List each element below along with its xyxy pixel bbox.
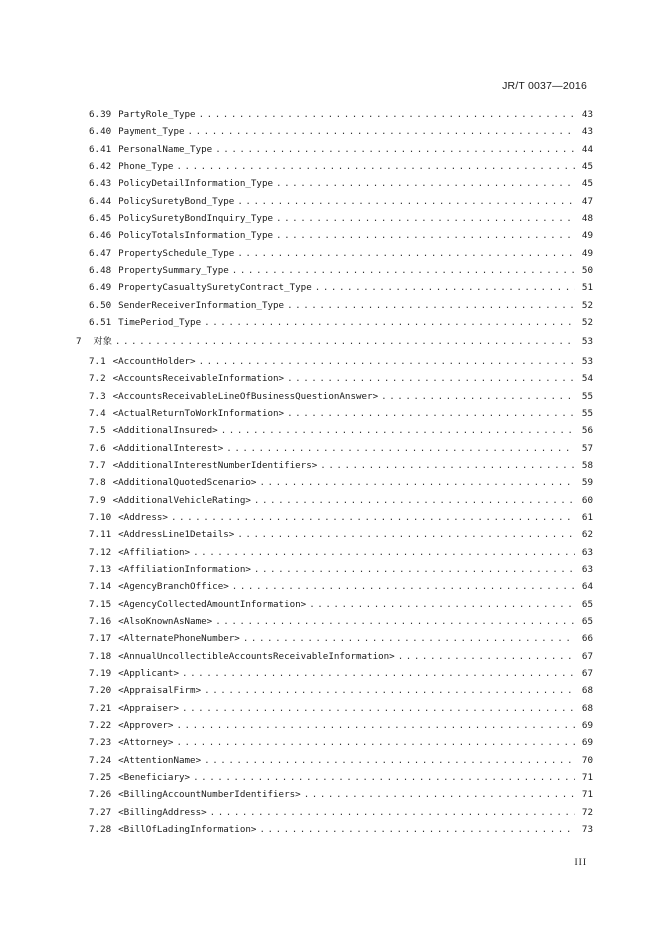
toc-entry[interactable]	[76, 786, 593, 803]
toc-entry-number: 6.41	[89, 143, 112, 155]
toc-entry[interactable]	[76, 769, 593, 786]
toc-entry-title: <AlsoKnownAsName>	[118, 615, 213, 627]
toc-leader-dots	[259, 474, 575, 491]
toc-entry-page: 58	[581, 459, 593, 471]
toc-entry-page: 59	[581, 477, 593, 489]
toc-entry[interactable]	[76, 193, 593, 210]
toc-entry-title: <BillingAddress>	[118, 806, 207, 818]
toc-entry[interactable]	[76, 440, 593, 457]
toc-entry-number: 7.28	[89, 824, 112, 836]
toc-leader-dots	[210, 804, 575, 821]
toc-entry-number: 7.17	[89, 633, 112, 645]
toc-entry-page: 69	[581, 737, 593, 749]
toc-entry[interactable]	[76, 700, 593, 717]
toc-leader-dots	[199, 353, 575, 370]
toc-entry-page: 55	[581, 407, 593, 419]
toc-leader-dots	[232, 262, 575, 279]
toc-entry-page: 50	[581, 265, 593, 277]
toc-entry-page: 66	[581, 633, 593, 645]
toc-leader-dots	[199, 106, 575, 123]
toc-entry-page: 52	[581, 317, 593, 329]
toc-entry-title: <AdditionalQuotedScenario>	[112, 477, 257, 489]
toc-entry-number: 6.49	[89, 282, 112, 294]
toc-entry-title: <AnnualUncollectibleAccountsReceivableInformation>	[118, 650, 395, 662]
toc-leader-dots	[193, 769, 575, 786]
toc-entry-title: <Applicant>	[118, 668, 179, 679]
toc-entry[interactable]	[76, 648, 593, 665]
toc-leader-dots	[381, 388, 575, 405]
toc-entry-number: 7.4	[89, 407, 106, 419]
toc-entry-number: 7.6	[89, 442, 106, 454]
toc-entry-number: 6.46	[89, 230, 112, 242]
toc-leader-dots	[171, 509, 575, 526]
toc-entry[interactable]	[76, 596, 593, 613]
toc-entry[interactable]	[76, 734, 593, 751]
toc-chapter-entry[interactable]	[76, 333, 593, 350]
toc-entry-number: 7.2	[89, 373, 106, 385]
toc-entry[interactable]	[76, 353, 593, 370]
toc-leader-dots	[287, 297, 575, 314]
toc-entry-title: <Approver>	[118, 720, 174, 732]
toc-leader-dots	[115, 333, 575, 350]
toc-entry[interactable]	[76, 227, 593, 244]
toc-leader-dots	[304, 786, 575, 803]
toc-entry-title: <AgencyBranchOffice>	[118, 581, 229, 593]
toc-entry-page: 44	[581, 143, 593, 155]
toc-entry-number: 6.44	[89, 195, 112, 207]
toc-entry-number: 7.1	[89, 355, 106, 367]
toc-leader-dots	[182, 665, 575, 682]
toc-leader-dots	[237, 526, 575, 543]
toc-entry-number: 7.21	[89, 702, 112, 714]
toc-entry-page: 54	[581, 373, 593, 385]
toc-leader-dots	[232, 578, 575, 595]
toc-leader-dots	[215, 613, 575, 630]
toc-leader-dots	[254, 561, 575, 578]
toc-entry-title: <BillOfLadingInformation>	[118, 824, 257, 836]
toc-entry-title: <ActualReturnToWorkInformation>	[112, 407, 285, 419]
toc-entry-page: 49	[581, 247, 593, 259]
toc-entry-page: 51	[581, 282, 593, 294]
toc-entry[interactable]	[76, 492, 593, 509]
toc-leader-dots	[276, 227, 575, 244]
toc-entry[interactable]	[76, 630, 593, 647]
toc-entry-title: PolicySuretyBond_Type	[118, 195, 235, 207]
toc-leader-dots	[204, 752, 575, 769]
toc-leader-dots	[309, 596, 575, 613]
toc-leader-dots	[176, 717, 575, 734]
toc-entry[interactable]	[76, 804, 593, 821]
toc-entry-page: 53	[581, 355, 593, 367]
toc-entry-title: <AccountHolder>	[112, 355, 196, 367]
toc-entry-number: 7.8	[89, 477, 106, 489]
toc-leader-dots	[276, 175, 575, 192]
toc-entry-title: PolicyDetailInformation_Type	[118, 178, 274, 190]
toc-entry-title: <AdditionalVehicleRating>	[112, 494, 251, 506]
toc-entry-title: SenderReceiverInformation_Type	[118, 299, 285, 311]
toc-entry-title: Phone_Type	[118, 161, 174, 173]
toc-entry[interactable]	[76, 457, 593, 474]
toc-entry-title: <AlternatePhoneNumber>	[118, 633, 240, 645]
toc-leader-dots	[221, 422, 575, 439]
toc-leader-dots	[287, 405, 575, 422]
toc-entry[interactable]	[76, 210, 593, 227]
toc-entry[interactable]	[76, 526, 593, 543]
toc-entry-title: <Attorney>	[118, 737, 174, 749]
toc-entry-title: <AdditionalInterest>	[112, 442, 224, 454]
toc-entry-title: PropertySchedule_Type	[118, 247, 235, 259]
toc-entry-page: 73	[581, 824, 593, 836]
toc-leader-dots	[176, 734, 575, 751]
toc-entry[interactable]	[76, 821, 593, 838]
toc-entry[interactable]	[76, 752, 593, 769]
toc-entry-title: <BillingAccountNumberIdentifiers>	[118, 789, 301, 801]
toc-entry-title: <AppraisalFirm>	[118, 685, 202, 697]
standard-code-header: JR/T 0037—2016	[502, 80, 587, 92]
toc-entry-title: PropertySummary_Type	[118, 265, 229, 277]
toc-entry[interactable]	[76, 422, 593, 439]
toc-entry-page: 43	[581, 126, 593, 138]
toc-leader-dots	[287, 370, 575, 387]
toc-entry-page: 43	[581, 109, 593, 120]
toc-entry-title: PropertyCasualtySuretyContract_Type	[118, 282, 312, 294]
toc-leader-dots	[315, 279, 575, 296]
toc-leader-dots	[182, 700, 575, 717]
toc-entry-number: 6.47	[89, 247, 112, 259]
toc-entry-page: 55	[581, 390, 593, 402]
toc-leader-dots	[276, 210, 575, 227]
toc-entry-page: 61	[581, 511, 593, 523]
toc-entry[interactable]	[76, 370, 593, 387]
toc-entry-title: <Affiliation>	[118, 546, 191, 558]
toc-entry-number: 7.16	[89, 615, 112, 627]
toc-entry[interactable]	[76, 388, 593, 405]
toc-entry-title: <AccountsReceivableLineOfBusinessQuestionAnswer>	[112, 390, 379, 402]
toc-entry-title: <AccountsReceivableInformation>	[112, 373, 285, 385]
toc-leader-dots	[237, 193, 575, 210]
toc-entry-page: 47	[581, 195, 593, 207]
toc-entry-number: 7.13	[89, 563, 112, 575]
toc-entry[interactable]	[76, 106, 593, 123]
toc-entry-number: 7.20	[89, 685, 112, 697]
toc-entry[interactable]	[76, 561, 593, 578]
toc-entry-number: 7.25	[89, 772, 112, 784]
toc-entry[interactable]	[76, 474, 593, 491]
toc-entry-number: 7.9	[89, 494, 106, 506]
toc-entry[interactable]	[76, 279, 593, 296]
toc-leader-dots	[204, 682, 575, 699]
toc-entry-number: 7	[76, 336, 82, 348]
toc-entry-number: 6.40	[89, 126, 112, 138]
toc-entry-title: <AdditionalInsured>	[112, 425, 218, 437]
toc-entry-page: 67	[581, 668, 593, 679]
toc-entry[interactable]	[76, 578, 593, 595]
toc-entry[interactable]	[76, 405, 593, 422]
toc-entry-page: 60	[581, 494, 593, 506]
toc-entry-number: 7.3	[89, 390, 106, 402]
toc-entry-number: 7.18	[89, 650, 112, 662]
toc-entry-number: 6.48	[89, 265, 112, 277]
toc-entry-page: 69	[581, 720, 593, 732]
toc-entry-number: 7.14	[89, 581, 112, 593]
toc-entry[interactable]	[76, 682, 593, 699]
toc-entry-page: 49	[581, 230, 593, 242]
toc-entry-page: 45	[581, 178, 593, 190]
toc-entry-number: 7.23	[89, 737, 112, 749]
toc-leader-dots	[215, 141, 575, 158]
table-of-contents	[76, 106, 593, 838]
toc-leader-dots	[188, 123, 575, 140]
toc-leader-dots	[259, 821, 575, 838]
toc-entry-title: <Beneficiary>	[118, 772, 191, 784]
toc-entry-number: 6.42	[89, 161, 112, 173]
toc-leader-dots	[243, 630, 575, 647]
toc-entry-number: 7.12	[89, 546, 112, 558]
toc-entry-page: 63	[581, 563, 593, 575]
toc-entry[interactable]	[76, 141, 593, 158]
toc-entry-page: 70	[581, 754, 593, 766]
toc-entry-number: 7.22	[89, 720, 112, 732]
toc-entry-number: 7.24	[89, 754, 112, 766]
toc-leader-dots	[204, 314, 575, 331]
toc-entry[interactable]	[76, 123, 593, 140]
toc-entry-title: <Appraiser>	[118, 702, 179, 714]
toc-entry-page: 65	[581, 598, 593, 610]
toc-entry-title: 对象	[93, 336, 112, 348]
toc-entry-page: 45	[581, 161, 593, 173]
toc-entry[interactable]	[76, 158, 593, 175]
toc-entry-page: 63	[581, 546, 593, 558]
toc-entry-page: 56	[581, 425, 593, 437]
toc-entry-title: PersonalName_Type	[118, 143, 213, 155]
toc-entry-title: <AdditionalInterestNumberIdentifiers>	[112, 459, 318, 471]
toc-entry-number: 6.43	[89, 178, 112, 190]
toc-entry-title: PolicySuretyBondInquiry_Type	[118, 213, 274, 225]
toc-entry-page: 71	[581, 789, 593, 801]
toc-leader-dots	[237, 245, 575, 262]
toc-entry[interactable]	[76, 175, 593, 192]
toc-entry[interactable]	[76, 665, 593, 682]
toc-entry-title: PolicyTotalsInformation_Type	[118, 230, 274, 242]
toc-entry[interactable]	[76, 262, 593, 279]
toc-entry-number: 6.50	[89, 299, 112, 311]
toc-entry-page: 72	[581, 806, 593, 818]
toc-entry-number: 6.39	[89, 109, 112, 120]
toc-entry-title: PartyRole_Type	[118, 109, 196, 120]
toc-leader-dots	[193, 544, 575, 561]
toc-entry-title: <AttentionName>	[118, 754, 202, 766]
toc-entry-number: 6.45	[89, 213, 112, 225]
toc-entry-number: 6.51	[89, 317, 112, 329]
toc-entry-number: 7.27	[89, 806, 112, 818]
toc-entry-number: 7.26	[89, 789, 112, 801]
toc-leader-dots	[254, 492, 575, 509]
toc-entry-number: 7.5	[89, 425, 106, 437]
toc-entry[interactable]	[76, 613, 593, 630]
toc-entry-title: <AddressLine1Details>	[118, 529, 235, 541]
toc-leader-dots	[226, 440, 575, 457]
toc-entry-title: <Address>	[118, 511, 168, 523]
toc-entry[interactable]	[76, 717, 593, 734]
toc-entry[interactable]	[76, 544, 593, 561]
toc-entry[interactable]	[76, 509, 593, 526]
toc-entry-page: 57	[581, 442, 593, 454]
toc-entry-page: 62	[581, 529, 593, 541]
toc-entry-page: 64	[581, 581, 593, 593]
toc-entry-page: 52	[581, 299, 593, 311]
toc-leader-dots	[398, 648, 575, 665]
toc-entry[interactable]	[76, 297, 593, 314]
toc-entry[interactable]	[76, 245, 593, 262]
toc-entry-number: 7.10	[89, 511, 112, 523]
toc-entry-number: 7.11	[89, 529, 112, 541]
toc-entry-title: Payment_Type	[118, 126, 185, 138]
toc-leader-dots	[176, 158, 575, 175]
toc-entry[interactable]	[76, 314, 593, 331]
toc-entry-number: 7.19	[89, 668, 112, 679]
toc-entry-page: 68	[581, 685, 593, 697]
toc-entry-number: 7.7	[89, 459, 106, 471]
toc-entry-number: 7.15	[89, 598, 112, 610]
toc-entry-page: 48	[581, 213, 593, 225]
toc-entry-title: TimePeriod_Type	[118, 317, 202, 329]
toc-leader-dots	[320, 457, 575, 474]
toc-entry-page: 65	[581, 615, 593, 627]
page-number: III	[574, 858, 587, 868]
toc-entry-page: 68	[581, 702, 593, 714]
toc-entry-page: 67	[581, 650, 593, 662]
toc-entry-page: 53	[581, 336, 593, 348]
toc-entry-page: 71	[581, 772, 593, 784]
toc-entry-title: <AffiliationInformation>	[118, 563, 251, 575]
toc-entry-title: <AgencyCollectedAmountInformation>	[118, 598, 307, 610]
